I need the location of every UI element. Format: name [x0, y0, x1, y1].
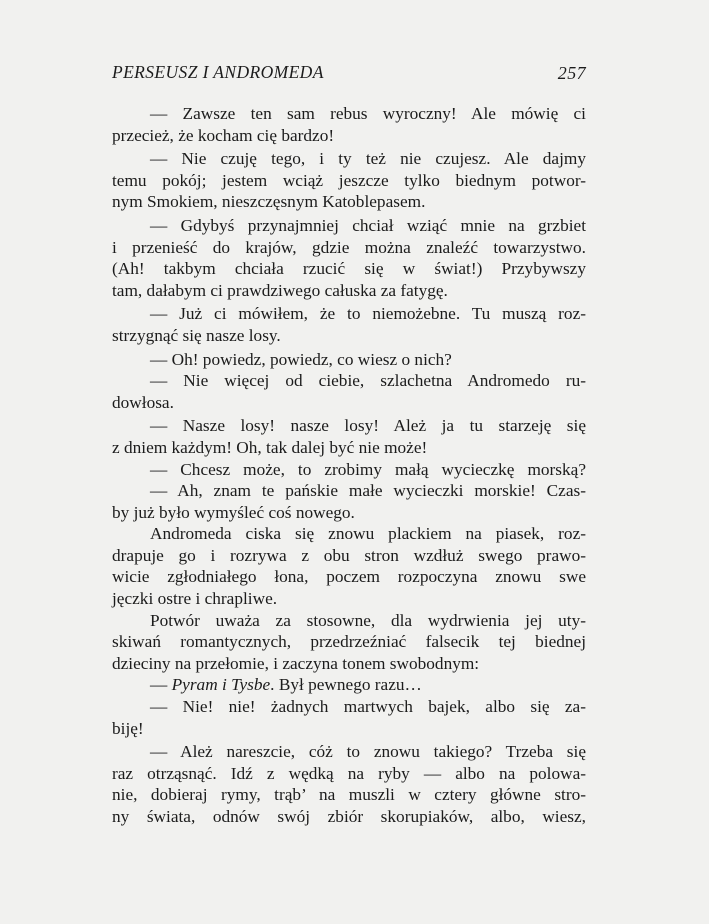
- paragraph: [112, 674, 586, 696]
- text-line: dowłosa.: [112, 392, 174, 412]
- text-line: Potwór uważa za stosowne, dla wydrwienia jej uty-: [150, 610, 586, 630]
- text-line: z dniem każdym! Oh, tak dalej być nie może!: [112, 437, 428, 457]
- paragraph: [112, 349, 586, 371]
- text-line: nie, dobieraj rymy, trąb’ na muszli w cztery główne stro-: [112, 785, 586, 805]
- text-line: — Ależ nareszcie, cóż to znowu takiego? Trzeba się: [150, 742, 586, 762]
- text-line: — Gdybyś przynajmniej chciał wziąć mnie na grzbiet: [150, 215, 586, 235]
- page-body: [112, 103, 586, 828]
- italic-title: Pyram i Tysbe: [171, 675, 271, 695]
- paragraph: [112, 696, 586, 739]
- text-line: raz otrząsnąć. Idź z wędką na ryby — albo na polowa-: [112, 763, 586, 783]
- text-line: — Nasze losy! nasze losy! Ależ ja tu starzeję się: [150, 416, 586, 436]
- text-line: i przenieść do krajów, gdzie można znaleźć towarzystwo.: [112, 237, 586, 257]
- text-line: temu pokój; jestem wciąż jeszcze tylko biednym potwor-: [112, 170, 586, 190]
- text-line: jęczki ostre i chrapliwe.: [112, 589, 278, 609]
- text-line: drapuje go i rozrywa z obu stron wzdłuż swego prawo-: [112, 545, 586, 565]
- paragraph: [112, 370, 586, 413]
- text-line: przecież, że kocham cię bardzo!: [112, 125, 335, 145]
- paragraph: [112, 459, 586, 481]
- text-line: Andromeda ciska się znowu plackiem na piasek, roz-: [150, 524, 586, 544]
- text-line: by już było wymyśleć coś nowego.: [112, 502, 355, 522]
- paragraph: [112, 523, 586, 609]
- page-header: [112, 62, 586, 86]
- text-line: — Ah, znam te pańskie małe wycieczki morskie! Czas-: [150, 481, 586, 501]
- line-rest: . Był pewnego razu…: [270, 675, 422, 695]
- paragraph: [112, 148, 586, 213]
- paragraph: [112, 103, 586, 146]
- text-line: — Chcesz może, to zrobimy małą wycieczkę morską?: [150, 459, 586, 479]
- text-line: — Nie więcej od ciebie, szlachetna Andromedo ru-: [150, 371, 586, 391]
- text-line: wicie zgłodniałego łona, poczem rozpoczyna znowu swe: [112, 567, 586, 587]
- text-line: — Zawsze ten sam rebus wyroczny! Ale mówię ci: [150, 104, 586, 123]
- text-line: dzieciny na przełomie, i zaczyna tonem swobodnym:: [112, 653, 480, 673]
- page-number: 257: [557, 63, 586, 83]
- text-line: nym Smokiem, nieszczęsnym Katoblepasem.: [112, 192, 426, 212]
- text-line: strzygnąć się nasze losy.: [112, 325, 281, 345]
- running-title: PERSEUSZ I ANDROMEDA: [112, 62, 324, 82]
- text-line: biję!: [112, 718, 144, 738]
- text-line: — Oh! powiedz, powiedz, co wiesz o nich?: [150, 349, 452, 369]
- text-line: ny świata, odnów swój zbiór skorupiaków, albo, wiesz,: [112, 807, 586, 826]
- paragraph: [112, 303, 586, 346]
- text-line: — Nie! nie! żadnych martwych bajek, albo się za-: [150, 697, 586, 717]
- paragraph: [112, 415, 586, 458]
- text-line: tam, dałabym ci prawdziwego całuska za fatygę.: [112, 280, 448, 300]
- text-line: [112, 674, 586, 696]
- paragraph: [112, 741, 586, 827]
- paragraph: [112, 480, 586, 523]
- text-line: — Nie czuję tego, i ty też nie czujesz. Ale dajmy: [150, 149, 586, 169]
- paragraph: [112, 610, 586, 675]
- paragraph: [112, 215, 586, 301]
- dash: —: [150, 675, 172, 695]
- text-line: — Już ci mówiłem, że to niemożebne. Tu muszą roz-: [150, 304, 586, 324]
- text-line: skiwań romantycznych, przedrzeźniać falsecik tej biednej: [112, 632, 586, 652]
- text-line: (Ah! takbym chciała rzucić się w świat!) Przybywszy: [112, 259, 586, 279]
